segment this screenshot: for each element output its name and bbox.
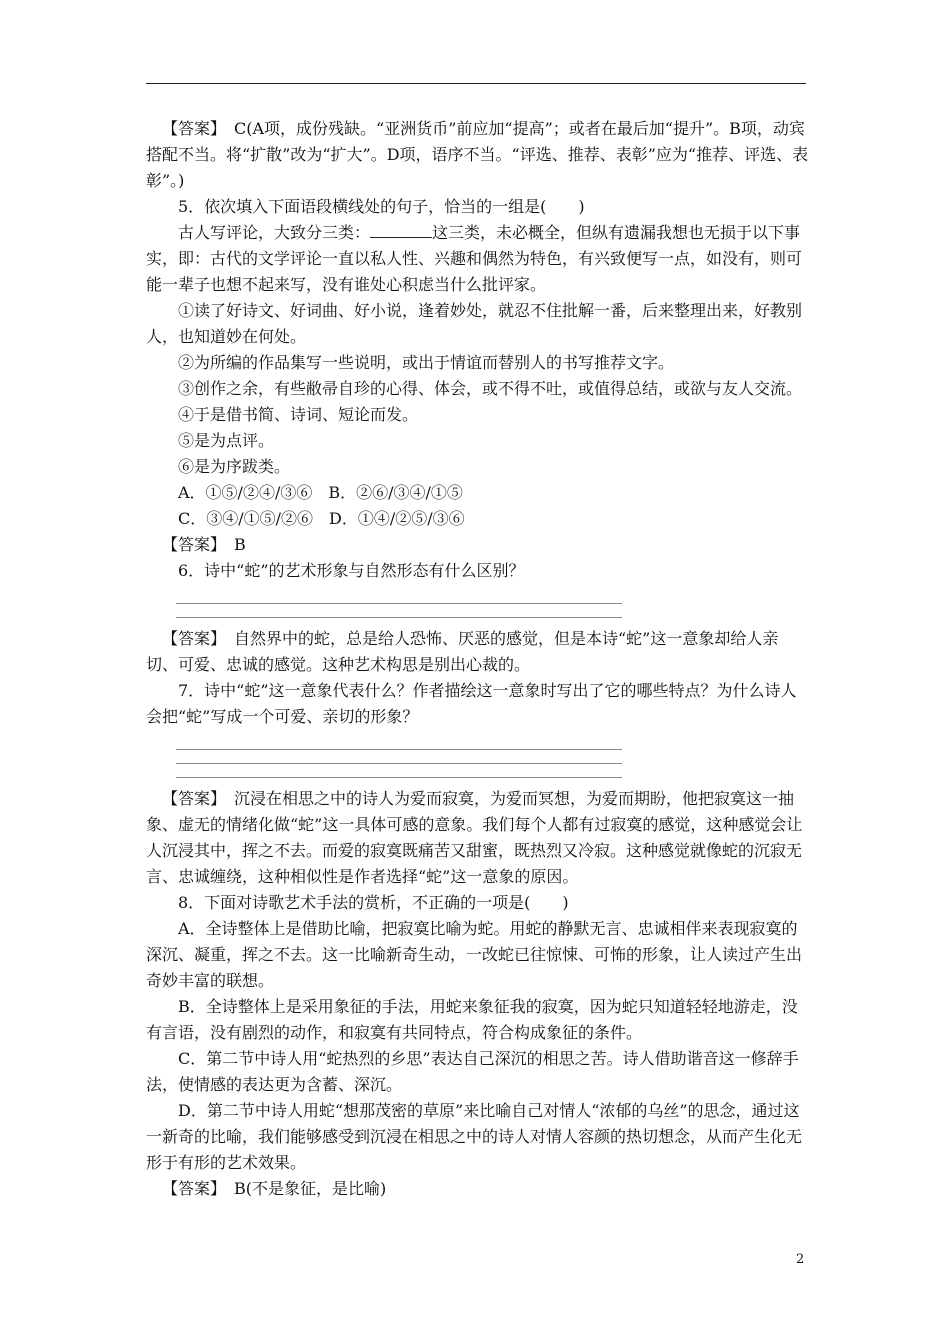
paragraph: A．全诗整体上是借助比喻，把寂寞比喻为蛇。用蛇的静默无言、忠诚相伴来表现寂寞的深沉、凝重，挥之不去。这一比喻新奇生动，一改蛇已往惊悚、可怖的形象，让人读过产生出奇妙丰富的联想。 [146,919,803,990]
paragraph: A．①⑤/②④/③⑥ B．②⑥/③④/①⑤ [178,483,463,502]
answer-lines [146,584,810,626]
answer-lines [146,730,810,786]
paragraph: 【答案】 自然界中的蛇，总是给人恐怖、厌恶的感觉，但是本诗“蛇”这一意象却给人亲切、可爱、忠诚的感觉。这种艺术构思是别出心裁的。 [146,629,779,674]
answer-line [176,590,622,604]
document-body [146,116,810,1202]
answer-line [176,736,622,750]
paragraph: C．第二节中诗人用“蛇热烈的乡思”表达自己深沉的相思之苦。诗人借助谐音这一修辞手法，使情感的表达更为含蓄、深沉。 [146,1049,799,1094]
paragraph: ⑥是为序跋类。 [178,457,291,476]
answer-line [176,764,622,778]
paragraph: 7．诗中“蛇”这一意象代表什么？作者描绘这一意象时写出了它的哪些特点？为什么诗人会把“蛇”写成一个可爱、亲切的形象？ [146,681,797,726]
paragraph: 【答案】 B(不是象征，是比喻) [162,1179,387,1198]
paragraph: ①读了好诗文、好词曲、好小说，逢着妙处，就忍不住批解一番，后来整理出来，好教别人，也知道妙在何处。 [146,301,803,346]
paragraph: ②为所编的作品集写一些说明，或出于情谊而替别人的书写推荐文字。 [178,353,675,372]
paragraph: ③创作之余，有些敝帚自珍的心得、体会，或不得不吐，或值得总结，或欲与友人交流。 [178,379,803,398]
paragraph: D．第二节中诗人用蛇“想那茂密的草原”来比喻自己对情人“浓郁的乌丝”的思念，通过这一新奇的比喻，我们能够感受到沉浸在相思之中的诗人对情人容颜的热切想念，从而产生化无形于有形的艺术效果。 [146,1101,803,1172]
answer-line [176,750,622,764]
fill-blank [370,223,432,238]
paragraph: C．③④/①⑤/②⑥ D．①④/②⑤/③⑥ [178,509,465,528]
paragraph-text: 古人写评论，大致分三类： [178,223,371,242]
paragraph: 【答案】 C(A项，成份残缺。“亚洲货币”前应加“提高”；或者在最后加“提升”。B项，动宾搭配不当。将“扩散”改为“扩大”。D项，语序不当。“评选、推荐、表彰”应为“推荐、评选、表彰”。) [146,119,809,190]
header-rule [146,83,806,84]
paragraph: 6．诗中“蛇”的艺术形象与自然形态有什么区别？ [178,561,525,580]
page-number: 2 [796,1252,805,1267]
paragraph: B．全诗整体上是采用象征的手法，用蛇来象征我的寂寞，因为蛇只知道轻轻地游走，没有言语，没有剧烈的动作，和寂寞有共同特点，符合构成象征的条件。 [146,997,798,1042]
paragraph: ⑤是为点评。 [178,431,275,450]
paragraph: 【答案】 沉浸在相思之中的诗人为爱而寂寞，为爱而冥想，为爱而期盼，他把寂寞这一抽象、虚无的情绪化做“蛇”这一具体可感的意象。我们每个人都有过寂寞的感觉，这种感觉会让人沉浸其中，挥之不去。而爱的寂寞既痛苦又甜蜜，既热烈又冷寂。这种感觉就像蛇的沉寂无言、忠诚缠绕，这种相似性是作者选择“蛇”这一意象的原因。 [146,789,803,886]
paragraph: 【答案】 B [162,535,246,554]
paragraph-text: 这三类，未必概全，但纵有遗漏我想也无损于以下事实，即：古代的文学评论一直以私人性、兴趣和偶然为特色，有兴致便写一点，如没有，则可能一辈子也想不起来写，没有谁处心积虑当什么批评家。 [146,223,803,294]
answer-line [176,604,622,618]
paragraph: ④于是借书简、诗词、短论而发。 [178,405,419,424]
paragraph: 5．依次填入下面语段横线处的句子，恰当的一组是( ) [178,197,585,216]
paragraph: 8．下面对诗歌艺术手法的赏析，不正确的一项是( ) [178,893,569,912]
paragraph [146,220,810,298]
